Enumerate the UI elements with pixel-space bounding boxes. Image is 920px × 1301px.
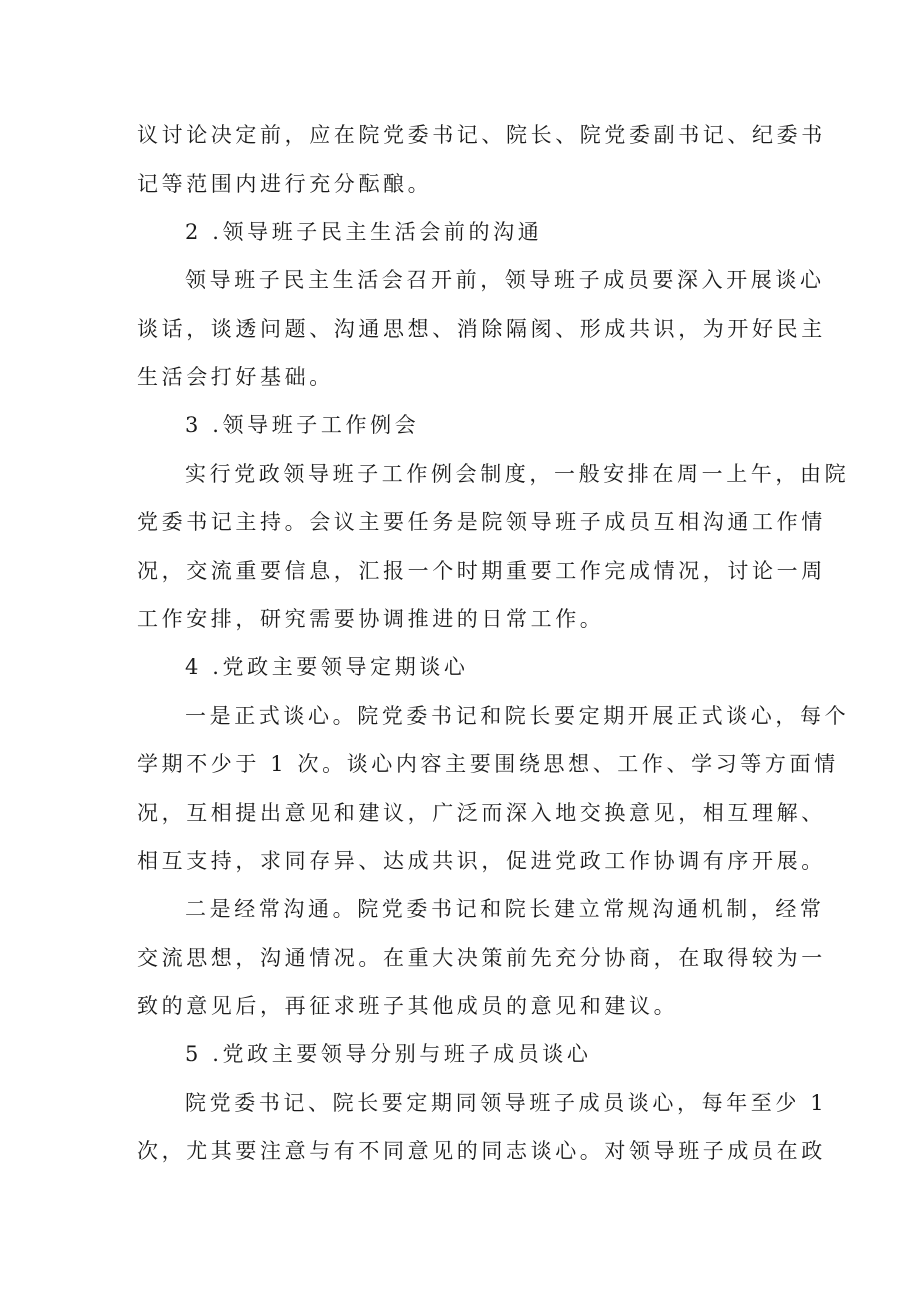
paragraph-line: 工作安排，研究需要协调推进的日常工作。 bbox=[137, 607, 605, 631]
paragraph-line: 领导班子民主生活会召开前，领导班子成员要深入开展谈心 bbox=[185, 268, 825, 292]
paragraph-line: 记等范围内进行充分酝酿。 bbox=[137, 172, 433, 196]
paragraph-line: 相互支持，求同存异、达成共识，促进党政工作协调有序开展。 bbox=[137, 849, 826, 873]
paragraph-line: 生活会打好基础。 bbox=[137, 365, 334, 389]
paragraph-line: 学期不少于 1 次。谈心内容主要围绕思想、工作、学习等方面情 bbox=[137, 752, 839, 776]
paragraph-line: 况，互相提出意见和建议，广泛而深入地交换意见，相互理解、 bbox=[137, 801, 826, 825]
paragraph-line: 实行党政领导班子工作例会制度，一般安排在周一上午，由院 bbox=[185, 462, 850, 486]
paragraph-line: 谈话，谈透问题、沟通思想、消除隔阂、形成共识，为开好民主 bbox=[137, 317, 826, 341]
paragraph-line: 党委书记主持。会议主要任务是院领导班子成员互相沟通工作情 bbox=[137, 510, 826, 534]
section-heading-3: 3 .领导班子工作例会 bbox=[185, 413, 420, 437]
section-heading-5: 5 .党政主要领导分别与班子成员谈心 bbox=[185, 1042, 592, 1066]
section-heading-4: 4 .党政主要领导定期谈心 bbox=[185, 655, 469, 679]
paragraph-line: 议讨论决定前，应在院党委书记、院长、院党委副书记、纪委书 bbox=[137, 123, 826, 147]
paragraph-line: 况，交流重要信息，汇报一个时期重要工作完成情况，讨论一周 bbox=[137, 559, 826, 583]
section-heading-2: 2 .领导班子民主生活会前的沟通 bbox=[185, 220, 543, 244]
paragraph-line: 致的意见后，再征求班子其他成员的意见和建议。 bbox=[137, 994, 679, 1018]
paragraph-line: 一是正式谈心。院党委书记和院长要定期开展正式谈心，每个 bbox=[185, 704, 850, 728]
paragraph-line: 次，尤其要注意与有不同意见的同志谈心。对领导班子成员在政 bbox=[137, 1139, 826, 1163]
paragraph-line: 二是经常沟通。院党委书记和院长建立常规沟通机制，经常 bbox=[185, 897, 825, 921]
paragraph-line: 院党委书记、院长要定期同领导班子成员谈心，每年至少 1 bbox=[185, 1091, 828, 1115]
paragraph-line: 交流思想，沟通情况。在重大决策前先充分协商，在取得较为一 bbox=[137, 946, 826, 970]
